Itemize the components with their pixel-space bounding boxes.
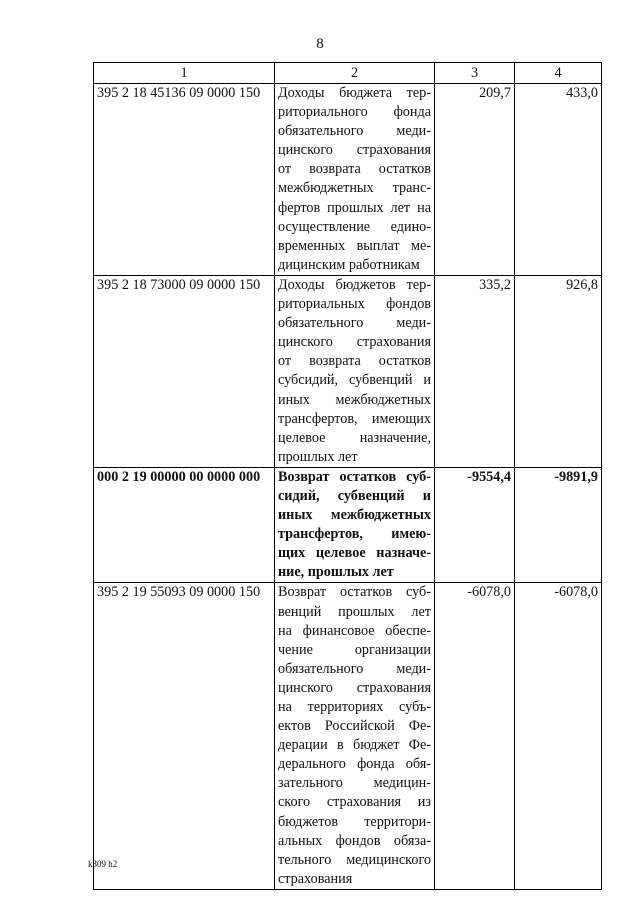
amount-col-4-cell: 926,8 [515, 275, 602, 467]
description-line: дерации в бюджет Фе- [278, 737, 431, 754]
amount-col-3-cell: -6078,0 [435, 583, 515, 890]
description-line: на территориях субъ- [278, 699, 431, 715]
budget-code-cell: 395 2 19 55093 09 0000 150 [94, 583, 275, 890]
description-line: ского страхования из [278, 794, 431, 811]
description-line: риториального фонда [278, 104, 431, 121]
description-line: прошлых лет [278, 448, 358, 465]
description-line: целевое назначение, [278, 429, 431, 446]
description-line: ектов Российской Фе- [278, 718, 431, 735]
description-line: цинского страхования [278, 334, 431, 351]
description-line: межбюджетных транс- [278, 180, 431, 197]
description-cell [275, 84, 435, 276]
description-line: Доходы бюджета тер- [278, 85, 431, 101]
description-line: Возврат остатков суб- [278, 584, 431, 601]
header-col-1: 1 [94, 63, 275, 84]
description-line: фертов прошлых лет на [278, 199, 431, 216]
amount-col-3-cell: 209,7 [435, 84, 515, 276]
description-line: венций прошлых лет [278, 603, 431, 620]
description-line: щих целевое назначе- [278, 545, 431, 562]
budget-code-cell: 395 2 18 45136 09 0000 150 [94, 84, 275, 276]
header-col-3: 3 [435, 63, 515, 84]
table-row [94, 467, 602, 583]
description-line: цинского страхования [278, 679, 431, 696]
amount-col-3-cell: -9554,4 [435, 467, 515, 583]
description-line: ние, прошлых лет [278, 564, 394, 581]
amount-col-3-cell: 335,2 [435, 275, 515, 467]
description-line: обязательного меди- [278, 123, 431, 140]
description-line: осуществление едино- [278, 218, 431, 235]
document-footer-code: k309 h2 [88, 859, 118, 869]
description-line: цинского страхования [278, 142, 431, 159]
table-row [94, 275, 602, 467]
description-line: зательного медицин- [278, 775, 431, 792]
description-line: альных фондов обяза- [278, 832, 431, 849]
description-line: дицинским работникам [278, 256, 420, 273]
description-line: дерального фонда обя- [278, 756, 431, 773]
page-number: 8 [316, 36, 324, 52]
description-line: иных межбюджетных [278, 391, 431, 408]
table-body [94, 84, 602, 890]
budget-table [93, 62, 602, 890]
table-row [94, 84, 602, 276]
description-line: риториальных фондов [278, 296, 431, 313]
description-line: чение организации [278, 641, 431, 658]
description-line: Доходы бюджетов тер- [278, 276, 431, 293]
amount-col-4-cell: -9891,9 [515, 467, 602, 583]
description-cell [275, 467, 435, 583]
description-line: временных выплат ме- [278, 237, 431, 254]
budget-code-cell: 395 2 18 73000 09 0000 150 [94, 275, 275, 467]
description-line: обязательного меди- [278, 315, 431, 332]
description-line: сидий, субвенций и [278, 487, 431, 504]
header-col-4: 4 [515, 63, 602, 84]
description-line: тельного медицинского [278, 851, 431, 868]
amount-col-4-cell: 433,0 [515, 84, 602, 276]
description-cell [275, 583, 435, 890]
description-line: бюджетов территори- [278, 813, 431, 830]
table-row [94, 583, 602, 890]
description-line: Возврат остатков суб- [278, 468, 431, 485]
description-line: субсидий, субвенций и [278, 372, 431, 389]
amount-col-4-cell: -6078,0 [515, 583, 602, 890]
description-line: на финансовое обеспе- [278, 622, 431, 639]
description-line: страхования [278, 870, 353, 887]
description-line: от возврата остатков [278, 353, 431, 370]
description-line: иных межбюджетных [278, 507, 431, 524]
description-line: трансфертов, имеющих [278, 410, 431, 427]
description-line: трансфертов, имею- [278, 526, 431, 543]
header-col-2: 2 [275, 63, 435, 84]
description-cell [275, 275, 435, 467]
description-line: обязательного меди- [278, 660, 431, 677]
description-line: от возврата остатков [278, 161, 431, 178]
table-header-row [94, 63, 602, 84]
budget-code-cell: 000 2 19 00000 00 0000 000 [94, 467, 275, 583]
